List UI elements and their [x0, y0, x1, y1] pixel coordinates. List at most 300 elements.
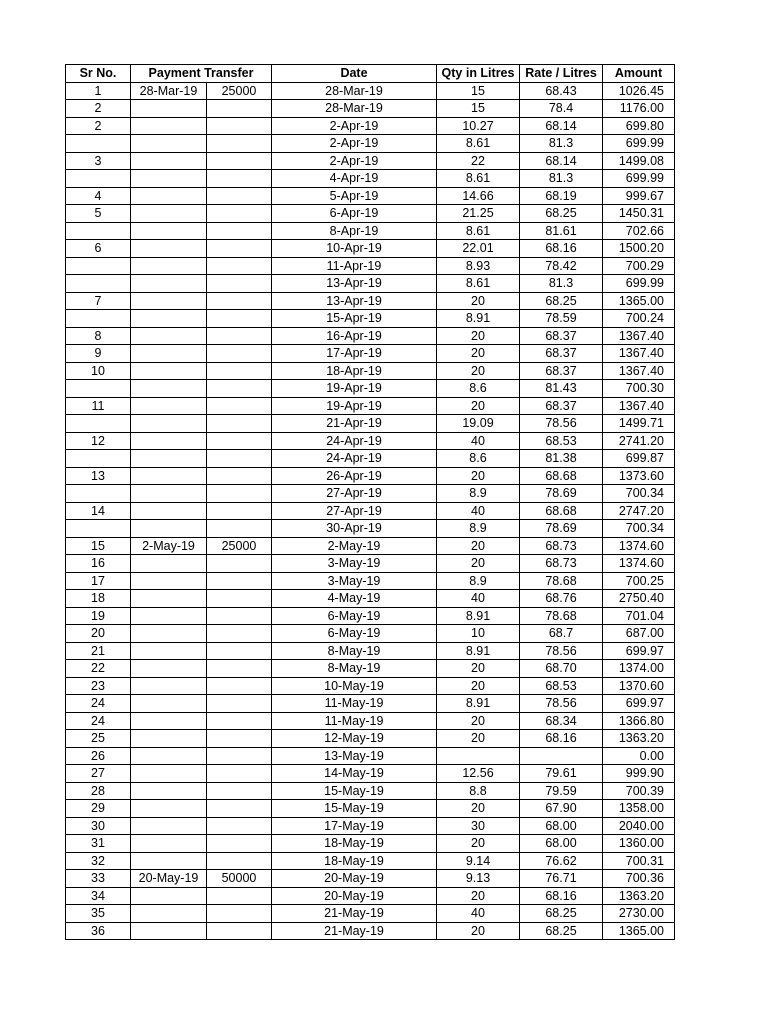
table-row — [66, 922, 675, 940]
table-row — [66, 590, 675, 608]
cell-payment-date — [131, 275, 207, 293]
cell-amount: 699.99 — [603, 170, 675, 188]
cell-payment-date — [131, 852, 207, 870]
cell-amount: 0.00 — [603, 747, 675, 765]
cell-payment-amount — [207, 362, 272, 380]
cell-rate: 68.25 — [520, 922, 603, 940]
cell-payment-amount — [207, 730, 272, 748]
cell-date: 20-May-19 — [272, 887, 437, 905]
cell-sr-no: 6 — [66, 240, 131, 258]
cell-rate: 68.14 — [520, 152, 603, 170]
cell-payment-amount — [207, 397, 272, 415]
cell-qty: 15 — [437, 82, 520, 100]
cell-payment-amount — [207, 677, 272, 695]
cell-payment-amount — [207, 222, 272, 240]
table-row — [66, 537, 675, 555]
cell-sr-no: 7 — [66, 292, 131, 310]
table-row — [66, 100, 675, 118]
cell-payment-date — [131, 240, 207, 258]
cell-rate: 68.16 — [520, 887, 603, 905]
cell-qty: 19.09 — [437, 415, 520, 433]
table-row — [66, 292, 675, 310]
table-header — [66, 65, 675, 83]
cell-date: 19-Apr-19 — [272, 397, 437, 415]
header-qty: Qty in Litres — [437, 65, 520, 83]
cell-qty: 20 — [437, 362, 520, 380]
cell-payment-amount: 25000 — [207, 537, 272, 555]
cell-payment-date — [131, 800, 207, 818]
table-row — [66, 520, 675, 538]
cell-payment-date — [131, 397, 207, 415]
cell-payment-amount — [207, 835, 272, 853]
cell-payment-date — [131, 642, 207, 660]
cell-rate: 76.71 — [520, 870, 603, 888]
cell-rate: 81.38 — [520, 450, 603, 468]
cell-sr-no: 19 — [66, 607, 131, 625]
cell-amount: 1363.20 — [603, 887, 675, 905]
cell-date: 15-May-19 — [272, 782, 437, 800]
cell-qty: 20 — [437, 345, 520, 363]
cell-date: 6-May-19 — [272, 625, 437, 643]
cell-qty: 10.27 — [437, 117, 520, 135]
cell-sr-no: 32 — [66, 852, 131, 870]
cell-rate: 68.14 — [520, 117, 603, 135]
cell-qty: 20 — [437, 555, 520, 573]
cell-amount: 1363.20 — [603, 730, 675, 748]
cell-payment-amount — [207, 572, 272, 590]
cell-sr-no — [66, 380, 131, 398]
cell-amount: 702.66 — [603, 222, 675, 240]
cell-rate: 81.43 — [520, 380, 603, 398]
cell-qty: 8.8 — [437, 782, 520, 800]
cell-rate: 68.16 — [520, 240, 603, 258]
cell-rate: 78.4 — [520, 100, 603, 118]
cell-rate: 78.59 — [520, 310, 603, 328]
cell-amount: 699.80 — [603, 117, 675, 135]
cell-payment-date — [131, 520, 207, 538]
cell-payment-date — [131, 677, 207, 695]
cell-payment-date — [131, 100, 207, 118]
cell-rate: 81.3 — [520, 170, 603, 188]
cell-sr-no: 35 — [66, 905, 131, 923]
cell-payment-amount — [207, 292, 272, 310]
cell-qty: 40 — [437, 590, 520, 608]
table-row — [66, 660, 675, 678]
cell-payment-date — [131, 327, 207, 345]
cell-qty: 14.66 — [437, 187, 520, 205]
cell-payment-amount — [207, 625, 272, 643]
cell-rate: 68.37 — [520, 397, 603, 415]
cell-amount: 1366.80 — [603, 712, 675, 730]
cell-date: 24-Apr-19 — [272, 432, 437, 450]
cell-amount: 700.39 — [603, 782, 675, 800]
cell-sr-no — [66, 415, 131, 433]
cell-qty: 20 — [437, 835, 520, 853]
cell-payment-date — [131, 747, 207, 765]
cell-payment-date — [131, 730, 207, 748]
cell-payment-date — [131, 835, 207, 853]
table-row — [66, 240, 675, 258]
cell-payment-amount — [207, 345, 272, 363]
cell-sr-no: 27 — [66, 765, 131, 783]
cell-date: 28-Mar-19 — [272, 100, 437, 118]
cell-sr-no: 14 — [66, 502, 131, 520]
cell-date: 6-May-19 — [272, 607, 437, 625]
table-row — [66, 170, 675, 188]
cell-sr-no: 20 — [66, 625, 131, 643]
table-row — [66, 327, 675, 345]
cell-payment-date — [131, 555, 207, 573]
cell-payment-amount — [207, 817, 272, 835]
cell-payment-date — [131, 292, 207, 310]
cell-payment-amount — [207, 257, 272, 275]
cell-payment-amount — [207, 275, 272, 293]
cell-sr-no: 22 — [66, 660, 131, 678]
cell-rate: 68.43 — [520, 82, 603, 100]
cell-sr-no — [66, 257, 131, 275]
table-row — [66, 135, 675, 153]
cell-date: 27-Apr-19 — [272, 502, 437, 520]
cell-qty: 8.6 — [437, 380, 520, 398]
cell-amount: 700.30 — [603, 380, 675, 398]
cell-qty: 20 — [437, 887, 520, 905]
cell-payment-date: 20-May-19 — [131, 870, 207, 888]
cell-date: 21-May-19 — [272, 905, 437, 923]
cell-sr-no — [66, 485, 131, 503]
cell-payment-amount — [207, 782, 272, 800]
cell-payment-date — [131, 887, 207, 905]
table-row — [66, 152, 675, 170]
cell-payment-date — [131, 152, 207, 170]
cell-date: 21-May-19 — [272, 922, 437, 940]
cell-payment-amount — [207, 380, 272, 398]
cell-payment-amount — [207, 695, 272, 713]
table-row — [66, 730, 675, 748]
cell-payment-amount — [207, 467, 272, 485]
cell-date: 4-May-19 — [272, 590, 437, 608]
cell-amount: 700.25 — [603, 572, 675, 590]
cell-rate: 68.00 — [520, 835, 603, 853]
cell-payment-amount — [207, 852, 272, 870]
cell-payment-date — [131, 607, 207, 625]
cell-date: 5-Apr-19 — [272, 187, 437, 205]
table-row — [66, 712, 675, 730]
cell-payment-date — [131, 135, 207, 153]
table-row — [66, 607, 675, 625]
table-row — [66, 467, 675, 485]
cell-date: 13-Apr-19 — [272, 275, 437, 293]
cell-sr-no: 17 — [66, 572, 131, 590]
cell-payment-amount — [207, 712, 272, 730]
cell-amount: 2741.20 — [603, 432, 675, 450]
cell-payment-date — [131, 345, 207, 363]
cell-payment-date — [131, 660, 207, 678]
header-amount: Amount — [603, 65, 675, 83]
cell-amount: 1373.60 — [603, 467, 675, 485]
cell-rate: 68.00 — [520, 817, 603, 835]
cell-date: 21-Apr-19 — [272, 415, 437, 433]
cell-rate: 68.73 — [520, 537, 603, 555]
table-row — [66, 450, 675, 468]
cell-qty: 40 — [437, 502, 520, 520]
cell-amount: 700.24 — [603, 310, 675, 328]
cell-rate: 81.61 — [520, 222, 603, 240]
table-row — [66, 870, 675, 888]
cell-payment-amount — [207, 187, 272, 205]
fuel-purchase-table — [65, 64, 675, 940]
cell-amount: 699.99 — [603, 135, 675, 153]
cell-payment-amount — [207, 240, 272, 258]
cell-amount: 1500.20 — [603, 240, 675, 258]
table-row — [66, 572, 675, 590]
cell-payment-amount — [207, 152, 272, 170]
cell-amount: 699.87 — [603, 450, 675, 468]
cell-sr-no: 30 — [66, 817, 131, 835]
cell-qty: 8.91 — [437, 642, 520, 660]
cell-date: 18-May-19 — [272, 835, 437, 853]
table-row — [66, 257, 675, 275]
cell-amount: 700.34 — [603, 520, 675, 538]
cell-payment-date — [131, 205, 207, 223]
cell-sr-no — [66, 310, 131, 328]
table-row — [66, 397, 675, 415]
cell-date: 24-Apr-19 — [272, 450, 437, 468]
cell-payment-date: 28-Mar-19 — [131, 82, 207, 100]
table-row — [66, 835, 675, 853]
cell-sr-no: 21 — [66, 642, 131, 660]
cell-amount: 1026.45 — [603, 82, 675, 100]
table-row — [66, 502, 675, 520]
cell-payment-date — [131, 117, 207, 135]
cell-qty: 20 — [437, 677, 520, 695]
cell-payment-date — [131, 310, 207, 328]
cell-sr-no — [66, 135, 131, 153]
table-row — [66, 485, 675, 503]
cell-payment-amount — [207, 310, 272, 328]
cell-date: 3-May-19 — [272, 572, 437, 590]
cell-sr-no: 16 — [66, 555, 131, 573]
cell-payment-date — [131, 415, 207, 433]
cell-qty: 8.61 — [437, 222, 520, 240]
cell-qty: 9.14 — [437, 852, 520, 870]
cell-payment-amount: 25000 — [207, 82, 272, 100]
cell-payment-amount — [207, 450, 272, 468]
cell-rate: 78.56 — [520, 642, 603, 660]
cell-amount: 1365.00 — [603, 922, 675, 940]
cell-rate: 79.61 — [520, 765, 603, 783]
cell-qty: 12.56 — [437, 765, 520, 783]
table-row — [66, 695, 675, 713]
cell-rate: 68.68 — [520, 502, 603, 520]
cell-payment-amount — [207, 432, 272, 450]
cell-rate: 81.3 — [520, 135, 603, 153]
table-row — [66, 642, 675, 660]
cell-rate: 68.73 — [520, 555, 603, 573]
cell-rate: 81.3 — [520, 275, 603, 293]
cell-sr-no: 4 — [66, 187, 131, 205]
table-body — [66, 82, 675, 940]
cell-payment-date — [131, 695, 207, 713]
cell-amount: 701.04 — [603, 607, 675, 625]
cell-amount: 1499.71 — [603, 415, 675, 433]
cell-sr-no — [66, 222, 131, 240]
cell-rate: 78.56 — [520, 695, 603, 713]
cell-amount: 1367.40 — [603, 345, 675, 363]
cell-payment-amount — [207, 800, 272, 818]
cell-rate: 78.69 — [520, 485, 603, 503]
cell-payment-date — [131, 817, 207, 835]
cell-sr-no: 33 — [66, 870, 131, 888]
cell-rate: 68.25 — [520, 292, 603, 310]
cell-rate: 67.90 — [520, 800, 603, 818]
cell-payment-date — [131, 485, 207, 503]
cell-rate: 68.37 — [520, 327, 603, 345]
cell-payment-date — [131, 922, 207, 940]
cell-payment-amount — [207, 135, 272, 153]
cell-date: 13-Apr-19 — [272, 292, 437, 310]
cell-date: 2-Apr-19 — [272, 135, 437, 153]
cell-payment-amount — [207, 205, 272, 223]
cell-date: 2-Apr-19 — [272, 152, 437, 170]
table-row — [66, 747, 675, 765]
cell-qty: 40 — [437, 432, 520, 450]
cell-payment-amount — [207, 660, 272, 678]
header-sr-no: Sr No. — [66, 65, 131, 83]
cell-sr-no: 10 — [66, 362, 131, 380]
cell-rate: 76.62 — [520, 852, 603, 870]
cell-amount: 1499.08 — [603, 152, 675, 170]
cell-sr-no: 31 — [66, 835, 131, 853]
cell-qty: 22.01 — [437, 240, 520, 258]
cell-date: 11-Apr-19 — [272, 257, 437, 275]
cell-rate: 68.76 — [520, 590, 603, 608]
cell-payment-date — [131, 170, 207, 188]
table-row — [66, 380, 675, 398]
cell-payment-amount — [207, 922, 272, 940]
cell-date: 17-May-19 — [272, 817, 437, 835]
cell-date: 18-May-19 — [272, 852, 437, 870]
cell-date: 26-Apr-19 — [272, 467, 437, 485]
cell-payment-date — [131, 257, 207, 275]
cell-qty: 8.93 — [437, 257, 520, 275]
cell-sr-no: 18 — [66, 590, 131, 608]
cell-rate: 68.37 — [520, 362, 603, 380]
cell-amount: 1450.31 — [603, 205, 675, 223]
table-row — [66, 817, 675, 835]
cell-payment-amount — [207, 100, 272, 118]
cell-payment-date — [131, 905, 207, 923]
cell-payment-date — [131, 187, 207, 205]
cell-date: 20-May-19 — [272, 870, 437, 888]
cell-amount: 1367.40 — [603, 327, 675, 345]
cell-payment-amount — [207, 327, 272, 345]
cell-amount: 2750.40 — [603, 590, 675, 608]
cell-sr-no — [66, 520, 131, 538]
cell-payment-amount — [207, 520, 272, 538]
cell-qty: 8.61 — [437, 170, 520, 188]
table-row — [66, 852, 675, 870]
cell-payment-amount — [207, 590, 272, 608]
cell-date: 12-May-19 — [272, 730, 437, 748]
cell-payment-date — [131, 222, 207, 240]
cell-rate: 68.37 — [520, 345, 603, 363]
cell-payment-amount — [207, 117, 272, 135]
cell-amount: 1370.60 — [603, 677, 675, 695]
cell-sr-no: 25 — [66, 730, 131, 748]
cell-sr-no: 1 — [66, 82, 131, 100]
cell-qty: 20 — [437, 730, 520, 748]
table-row — [66, 677, 675, 695]
table-row — [66, 222, 675, 240]
cell-date: 10-May-19 — [272, 677, 437, 695]
cell-rate: 78.69 — [520, 520, 603, 538]
cell-rate: 78.42 — [520, 257, 603, 275]
table-row — [66, 187, 675, 205]
cell-sr-no: 24 — [66, 695, 131, 713]
cell-date: 8-May-19 — [272, 642, 437, 660]
cell-payment-amount — [207, 170, 272, 188]
cell-sr-no: 5 — [66, 205, 131, 223]
cell-qty: 8.61 — [437, 135, 520, 153]
cell-qty: 20 — [437, 327, 520, 345]
cell-rate: 68.34 — [520, 712, 603, 730]
table-row — [66, 887, 675, 905]
cell-amount: 1374.60 — [603, 537, 675, 555]
table-row — [66, 555, 675, 573]
cell-rate: 68.68 — [520, 467, 603, 485]
cell-payment-amount — [207, 502, 272, 520]
cell-amount: 999.67 — [603, 187, 675, 205]
cell-date: 18-Apr-19 — [272, 362, 437, 380]
cell-rate: 78.56 — [520, 415, 603, 433]
table-row — [66, 800, 675, 818]
table-row — [66, 310, 675, 328]
header-payment-transfer: Payment Transfer — [131, 65, 272, 83]
cell-payment-amount — [207, 747, 272, 765]
cell-sr-no: 26 — [66, 747, 131, 765]
cell-amount: 1367.40 — [603, 397, 675, 415]
cell-qty: 20 — [437, 397, 520, 415]
cell-amount: 700.36 — [603, 870, 675, 888]
cell-rate: 68.53 — [520, 432, 603, 450]
cell-rate: 68.25 — [520, 905, 603, 923]
cell-qty: 22 — [437, 152, 520, 170]
cell-payment-date: 2-May-19 — [131, 537, 207, 555]
cell-payment-amount: 50000 — [207, 870, 272, 888]
cell-qty: 20 — [437, 922, 520, 940]
cell-rate: 68.16 — [520, 730, 603, 748]
cell-qty: 8.91 — [437, 310, 520, 328]
cell-qty: 8.9 — [437, 485, 520, 503]
cell-sr-no: 11 — [66, 397, 131, 415]
cell-date: 14-May-19 — [272, 765, 437, 783]
cell-qty: 20 — [437, 467, 520, 485]
cell-date: 30-Apr-19 — [272, 520, 437, 538]
cell-date: 27-Apr-19 — [272, 485, 437, 503]
cell-payment-date — [131, 590, 207, 608]
cell-amount: 2040.00 — [603, 817, 675, 835]
cell-date: 11-May-19 — [272, 712, 437, 730]
cell-amount: 1374.00 — [603, 660, 675, 678]
cell-date: 8-Apr-19 — [272, 222, 437, 240]
cell-date: 19-Apr-19 — [272, 380, 437, 398]
cell-amount: 2747.20 — [603, 502, 675, 520]
cell-amount: 699.97 — [603, 642, 675, 660]
cell-rate: 78.68 — [520, 572, 603, 590]
cell-date: 11-May-19 — [272, 695, 437, 713]
table-row — [66, 625, 675, 643]
cell-sr-no: 2 — [66, 117, 131, 135]
